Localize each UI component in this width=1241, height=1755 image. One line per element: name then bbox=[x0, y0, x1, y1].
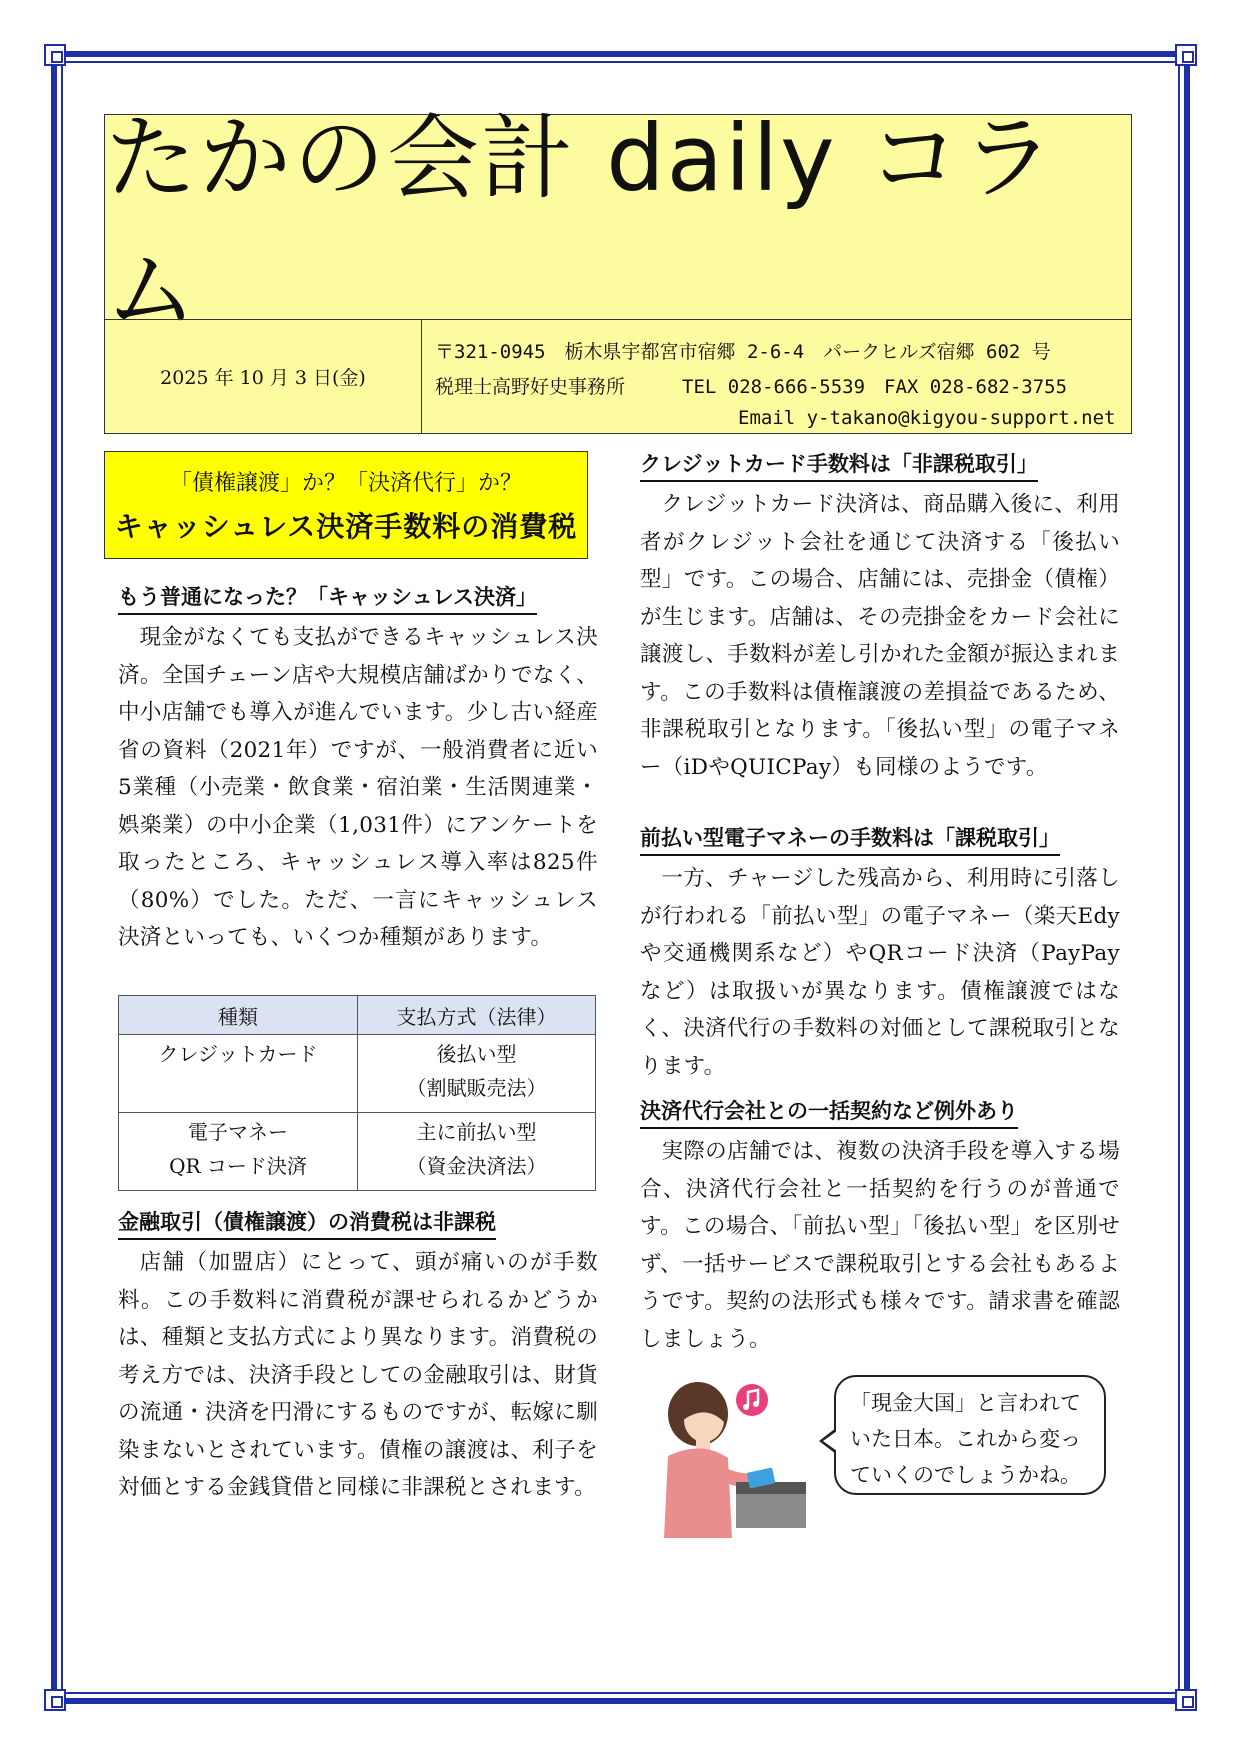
masthead-vdivider bbox=[421, 319, 422, 433]
section-heading: 決済代行会社との一括契約など例外あり bbox=[640, 1097, 1018, 1129]
section-heading: もう普通になった？「キャッシュレス決済」 bbox=[118, 583, 537, 615]
section-body: 実際の店舗では、複数の決済手段を導入する場合、決済代行会社と一括契約を行うのが普通です。この場合、「前払い型」「後払い型」を区別せず、一括サービスで課税取引とする会社もあるようです。契約の法形式も様々です。請求書を確認しましょう。 bbox=[640, 1139, 1120, 1352]
speech-bubble-tail-fill bbox=[823, 1431, 837, 1451]
frame-corner bbox=[1175, 1689, 1197, 1711]
bubble-line: 「現金大国」と言われて bbox=[850, 1391, 1081, 1415]
frame-corner bbox=[44, 44, 66, 66]
speech-bubble bbox=[834, 1375, 1106, 1495]
bubble-line: いた日本。これから変っ bbox=[850, 1427, 1081, 1451]
section-body: 一方、チャージした残高から、利用時に引落しが行われる「前払い型」の電子マネー（楽天Edyや交通機関系など）やQRコード決済（PayPayなど）は取扱いが異なります。債権譲渡ではなく、決済代行の手数料の対価として課税取引となります。 bbox=[640, 866, 1120, 1079]
woman-paying-illustration bbox=[640, 1370, 810, 1540]
masthead bbox=[104, 105, 1132, 434]
feature-subtitle: 「債権譲渡」か？「決済代行」か？ bbox=[169, 471, 522, 496]
section-heading: 前払い型電子マネーの手数料は「課税取引」 bbox=[640, 824, 1060, 856]
page-title: たかの会計 daily コラム bbox=[105, 105, 1056, 344]
feature-title: キャッシュレス決済手数料の消費税 bbox=[114, 510, 578, 543]
section-body: 現金がなくても支払ができるキャッシュレス決済。全国チェーン店や大規模店舗ばかりでなく、中小店舗でも導入が進んでいます。少し古い経産省の資料（2021年）ですが、一般消費者に近い5業種（小売業・飲食業・宿泊業・生活関連業・娯楽業）の中小企業（1,031件）にアンケートを取ったところ、キャッシュレス導入率は825件（80%）でした。ただ、一言にキャッシュレス決済といっても、いくつか種類があります。 bbox=[118, 625, 598, 950]
section-body: クレジットカード決済は、商品購入後に、利用者がクレジット会社を通じて決済する「後払い型」です。この場合、店舗には、売掛金（債権）が生じます。店舗は、その売掛金をカード会社に譲渡し、手数料が差し引かれた金額が振込まれます。この手数料は債権譲渡の差損益であるため、非課税取引となります。「後払い型」の電子マネー（iDやQUICPay）も同様のようです。 bbox=[640, 492, 1120, 780]
bubble-line: ていくのでしょうかね。 bbox=[850, 1463, 1081, 1487]
section-heading: 金融取引（債権譲渡）の消費税は非課税 bbox=[118, 1208, 496, 1240]
section-heading: クレジットカード手数料は「非課税取引」 bbox=[640, 450, 1038, 482]
section-body: 店舗（加盟店）にとって、頭が痛いのが手数料。この手数料に消費税が課せられるかどうかは、種類と支払方式により異なります。消費税の考え方では、決済手段としての金融取引は、財貨の流通・決済を円滑にするものですが、転嫁に馴染まないとされています。債権の譲渡は、利子を対価とする金銭貸借と同様に非課税とされます。 bbox=[118, 1250, 598, 1500]
table-row bbox=[119, 1035, 596, 1113]
table-cell: 電子マネー QR コード決済 bbox=[119, 1113, 358, 1191]
office-email: Email y-takano@kigyou-support.net bbox=[738, 407, 1116, 429]
issue-date: 2025 年 10 月 3 日(金) bbox=[160, 366, 366, 389]
office-contact: 税理士高野好史事務所 TEL 028-666-5539 FAX 028-682-3755 bbox=[435, 376, 1068, 398]
feature-title-box bbox=[104, 451, 588, 559]
table-cell: クレジットカード bbox=[119, 1035, 358, 1113]
table-row bbox=[119, 1113, 596, 1191]
payment-type-table bbox=[118, 995, 596, 1191]
table-cell: 後払い型 （割賦販売法） bbox=[358, 1035, 596, 1113]
office-address: 〒321-0945 栃木県宇都宮市宿郷 2-6-4 パークヒルズ宿郷 602 号 bbox=[435, 341, 1051, 363]
table-header: 支払方式（法律） bbox=[358, 996, 596, 1035]
frame-corner bbox=[1175, 44, 1197, 66]
table-header-row bbox=[119, 996, 596, 1035]
table-header: 種類 bbox=[119, 996, 358, 1035]
table-cell: 主に前払い型 （資金決済法） bbox=[358, 1113, 596, 1191]
frame-corner bbox=[44, 1689, 66, 1711]
